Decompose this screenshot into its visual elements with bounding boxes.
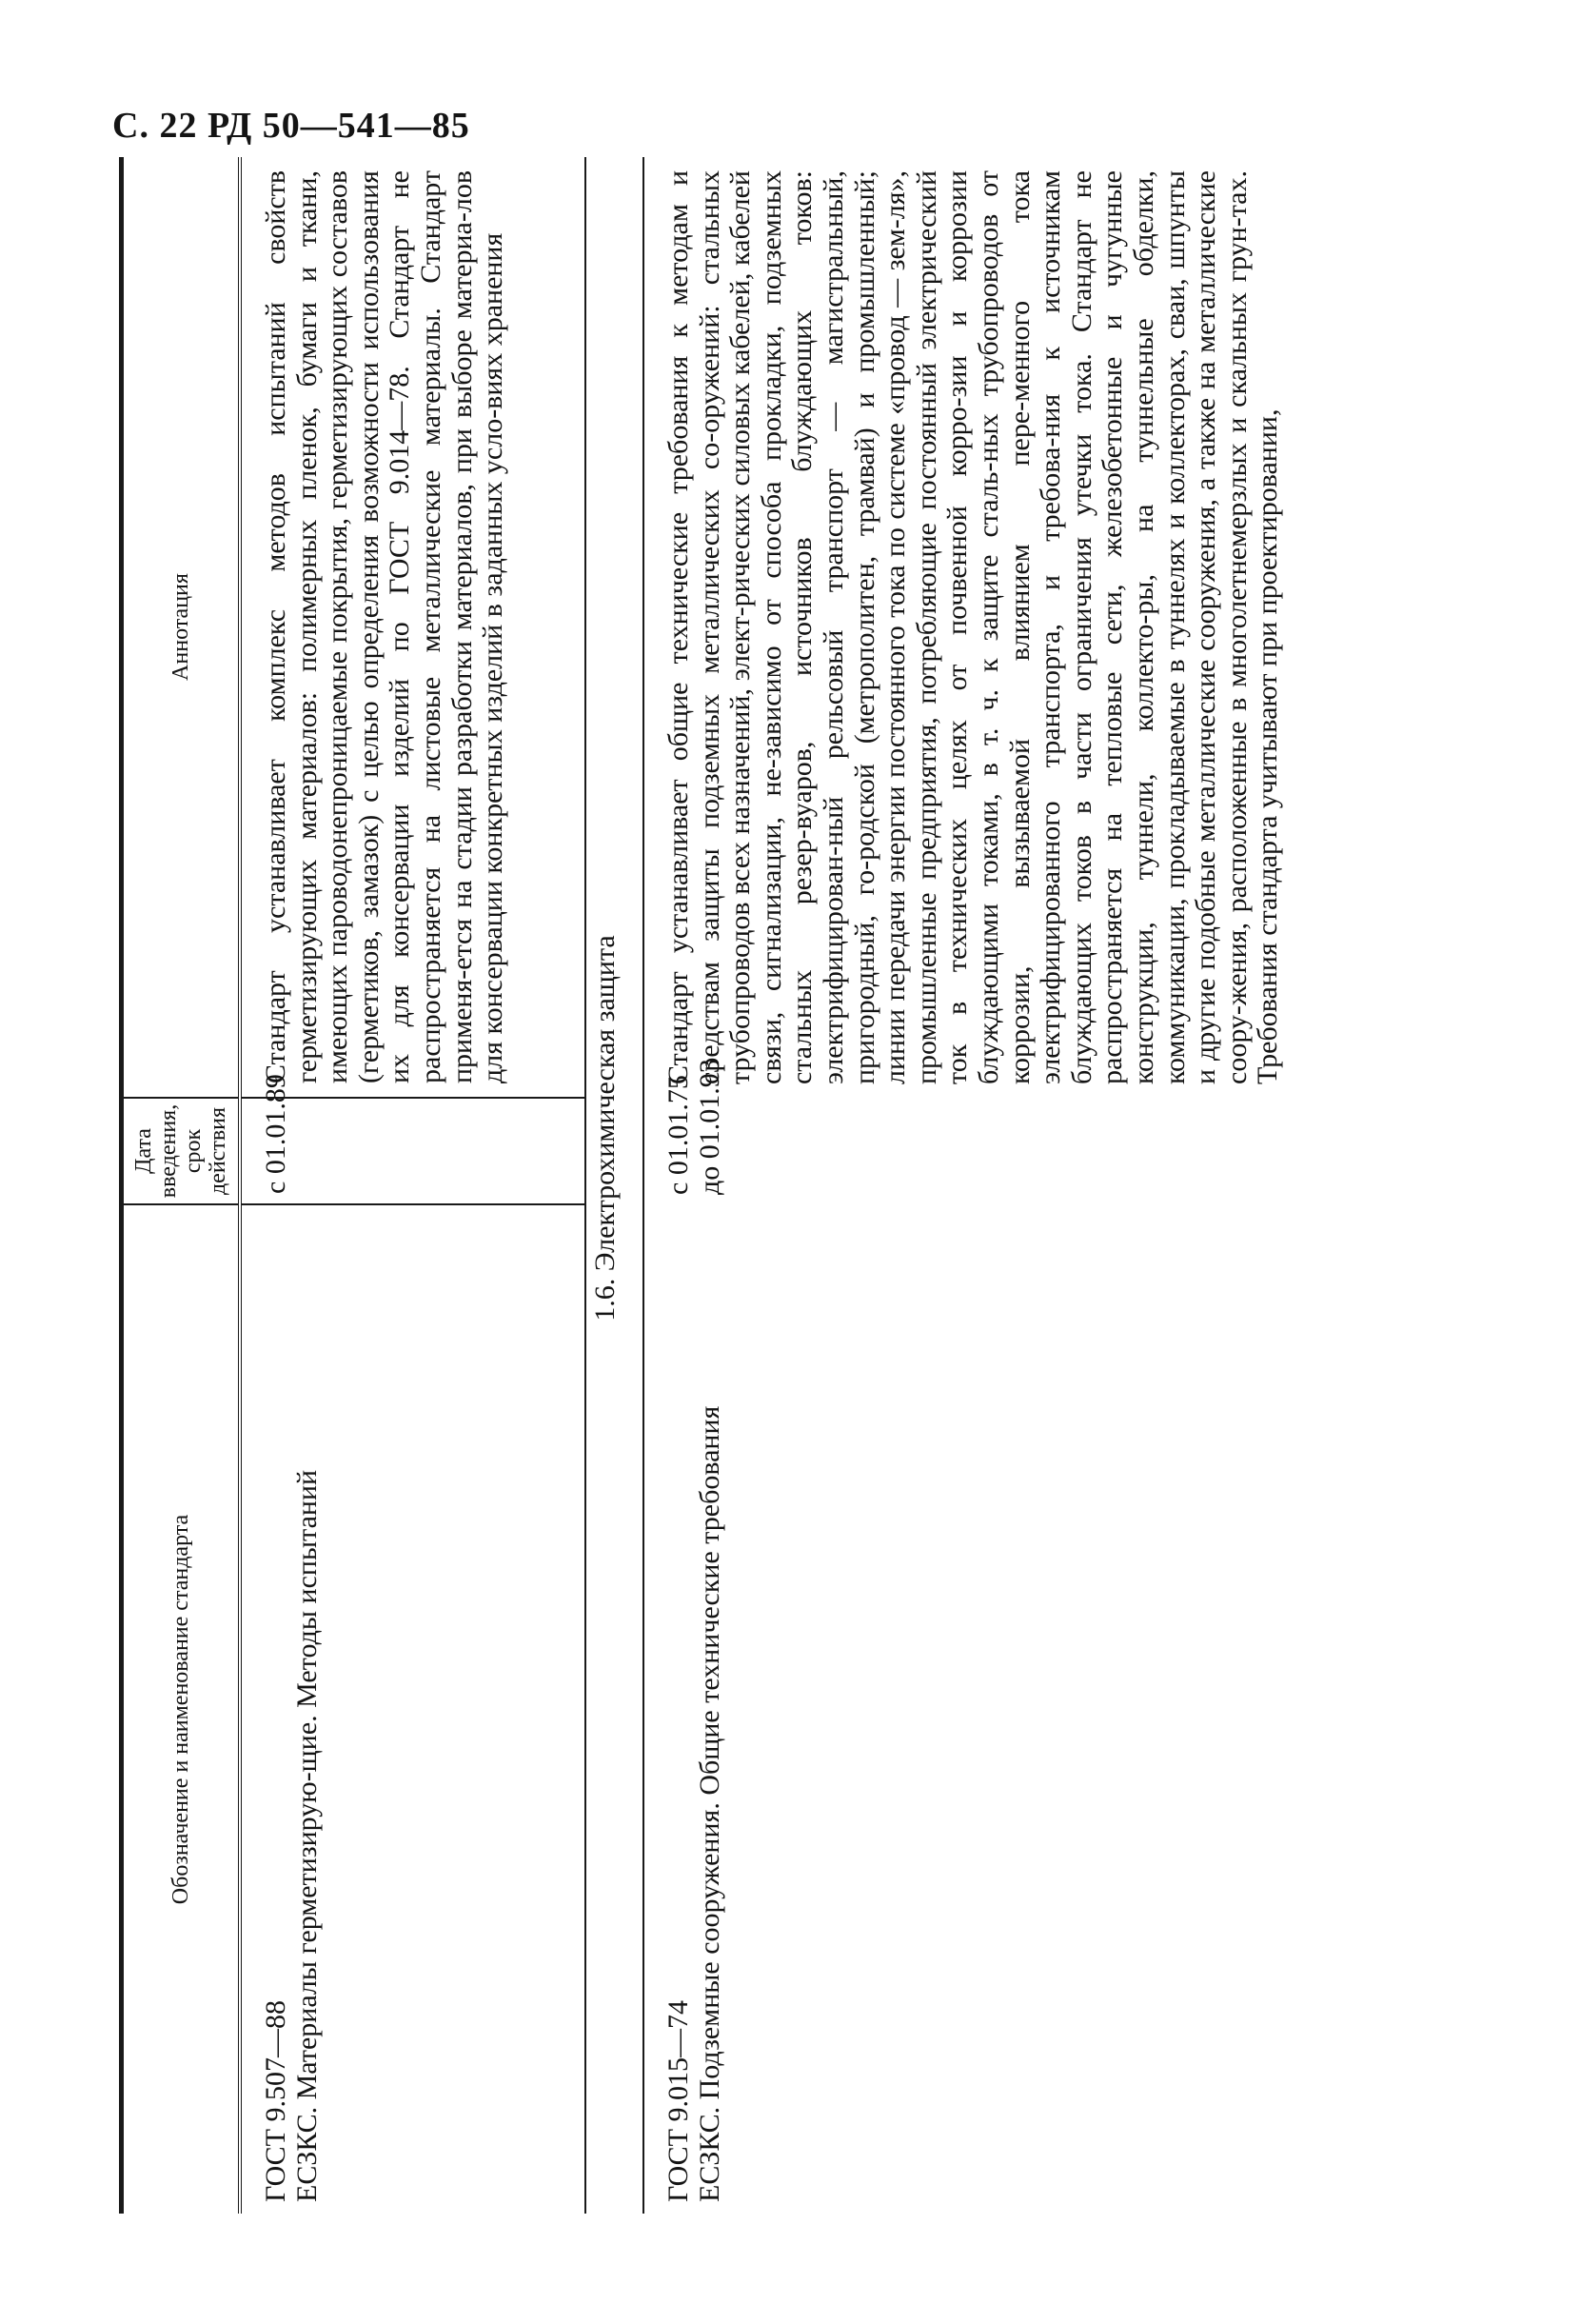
rotated-table-wrapper bbox=[119, 157, 1385, 2214]
standard-title: ЕСЗКС. Подземные сооружения. Общие технические требования bbox=[693, 1405, 725, 2202]
standard-code: ГОСТ 9.507—88 bbox=[260, 2000, 291, 2202]
column-header-date: Дата введения, срок действия bbox=[122, 1098, 241, 1204]
standard-date-to: до 01.01.93 bbox=[693, 1059, 725, 1195]
column-header-name: Обозначение и наименование стандарта bbox=[122, 1204, 241, 2214]
standard-date-cell bbox=[240, 1074, 585, 1204]
standard-code: ГОСТ 9.015—74 bbox=[662, 2000, 694, 2202]
section-heading-row bbox=[585, 157, 643, 2214]
table-header-row bbox=[122, 157, 241, 2214]
standard-date-cell bbox=[643, 1059, 1330, 1204]
standard-annotation: Стандарт устанавливает комплекс методов испытаний свойств герметизирующих материалов: полимерных пленок, бумаги и ткани, имеющих пароводонепроницаемые покрытия, герметизирующих составов (герметиков, замазок) с целью определения возможности использования их для консервации изделий по ГОСТ 9.014—78. Стандарт не распространяется на листовые металлические материалы. Стандарт применя-ется на стадии разработки материалов, при выборе материа-лов для консервации конкретных изделий в заданных усло-виях хранения bbox=[240, 157, 585, 1098]
standard-designation-cell bbox=[643, 1204, 1330, 2214]
table-row bbox=[643, 157, 1330, 2214]
standards-table bbox=[119, 157, 1330, 2214]
page-header: С. 22 РД 50—541—85 bbox=[112, 106, 470, 146]
section-heading-cell bbox=[585, 157, 643, 2214]
column-header-annotation: Аннотация bbox=[122, 157, 241, 1098]
standard-designation-cell bbox=[240, 1204, 585, 2214]
table-row bbox=[240, 157, 585, 2214]
section-heading: 1.6. Электрохимическая защита bbox=[589, 935, 621, 1321]
standard-annotation: Стандарт устанавливает общие технические требования к методам и средствам защиты подземных металлических со-оружений: стальных трубопроводов всех назначений, элект-рических силовых кабелей, кабелей связи, сигнализации, не-зависимо от способа прокладки, подземных стальных резер-вуаров, источников блуждающих токов: электрифицирован-ный рельсовый транспорт — магистральный, пригородный, го-родской (метрополитен, трамвай) и промышленный; линии передачи энергии постоянного тока по системе «провод — зем-ля», промышленные предприятия, потребляющие постоянный электрический ток в технических целях от почвенной корро-зии и коррозии блуждающими токами, в т. ч. к защите сталь-ных трубопроводов от коррозии, вызываемой влиянием пере-менного тока электрифицированного транспорта, и требова-ния к источникам блуждающих токов в части ограничения утечки тока. Стандарт не распространяется на тепловые сети, железобетонные и чугунные конструкции, туннели, коллекто-ры, на туннельные обделки, коммуникации, прокладываемые в туннелях и коллекторах, сваи, шпунты и другие подобные металлические сооружения, а также на металлические соору-жения, расположенные в многолетнемерзлых и скальных грун-тах. Требования стандарта учитывают при проектировании, bbox=[662, 170, 1284, 1084]
standard-date: с 01.01.89 bbox=[260, 1074, 291, 1194]
standard-date-from: с 01.01.75 bbox=[662, 1075, 694, 1195]
standard-title: ЕСЗКС. Материалы герметизирую-щие. Методы испытаний bbox=[290, 1469, 323, 2202]
